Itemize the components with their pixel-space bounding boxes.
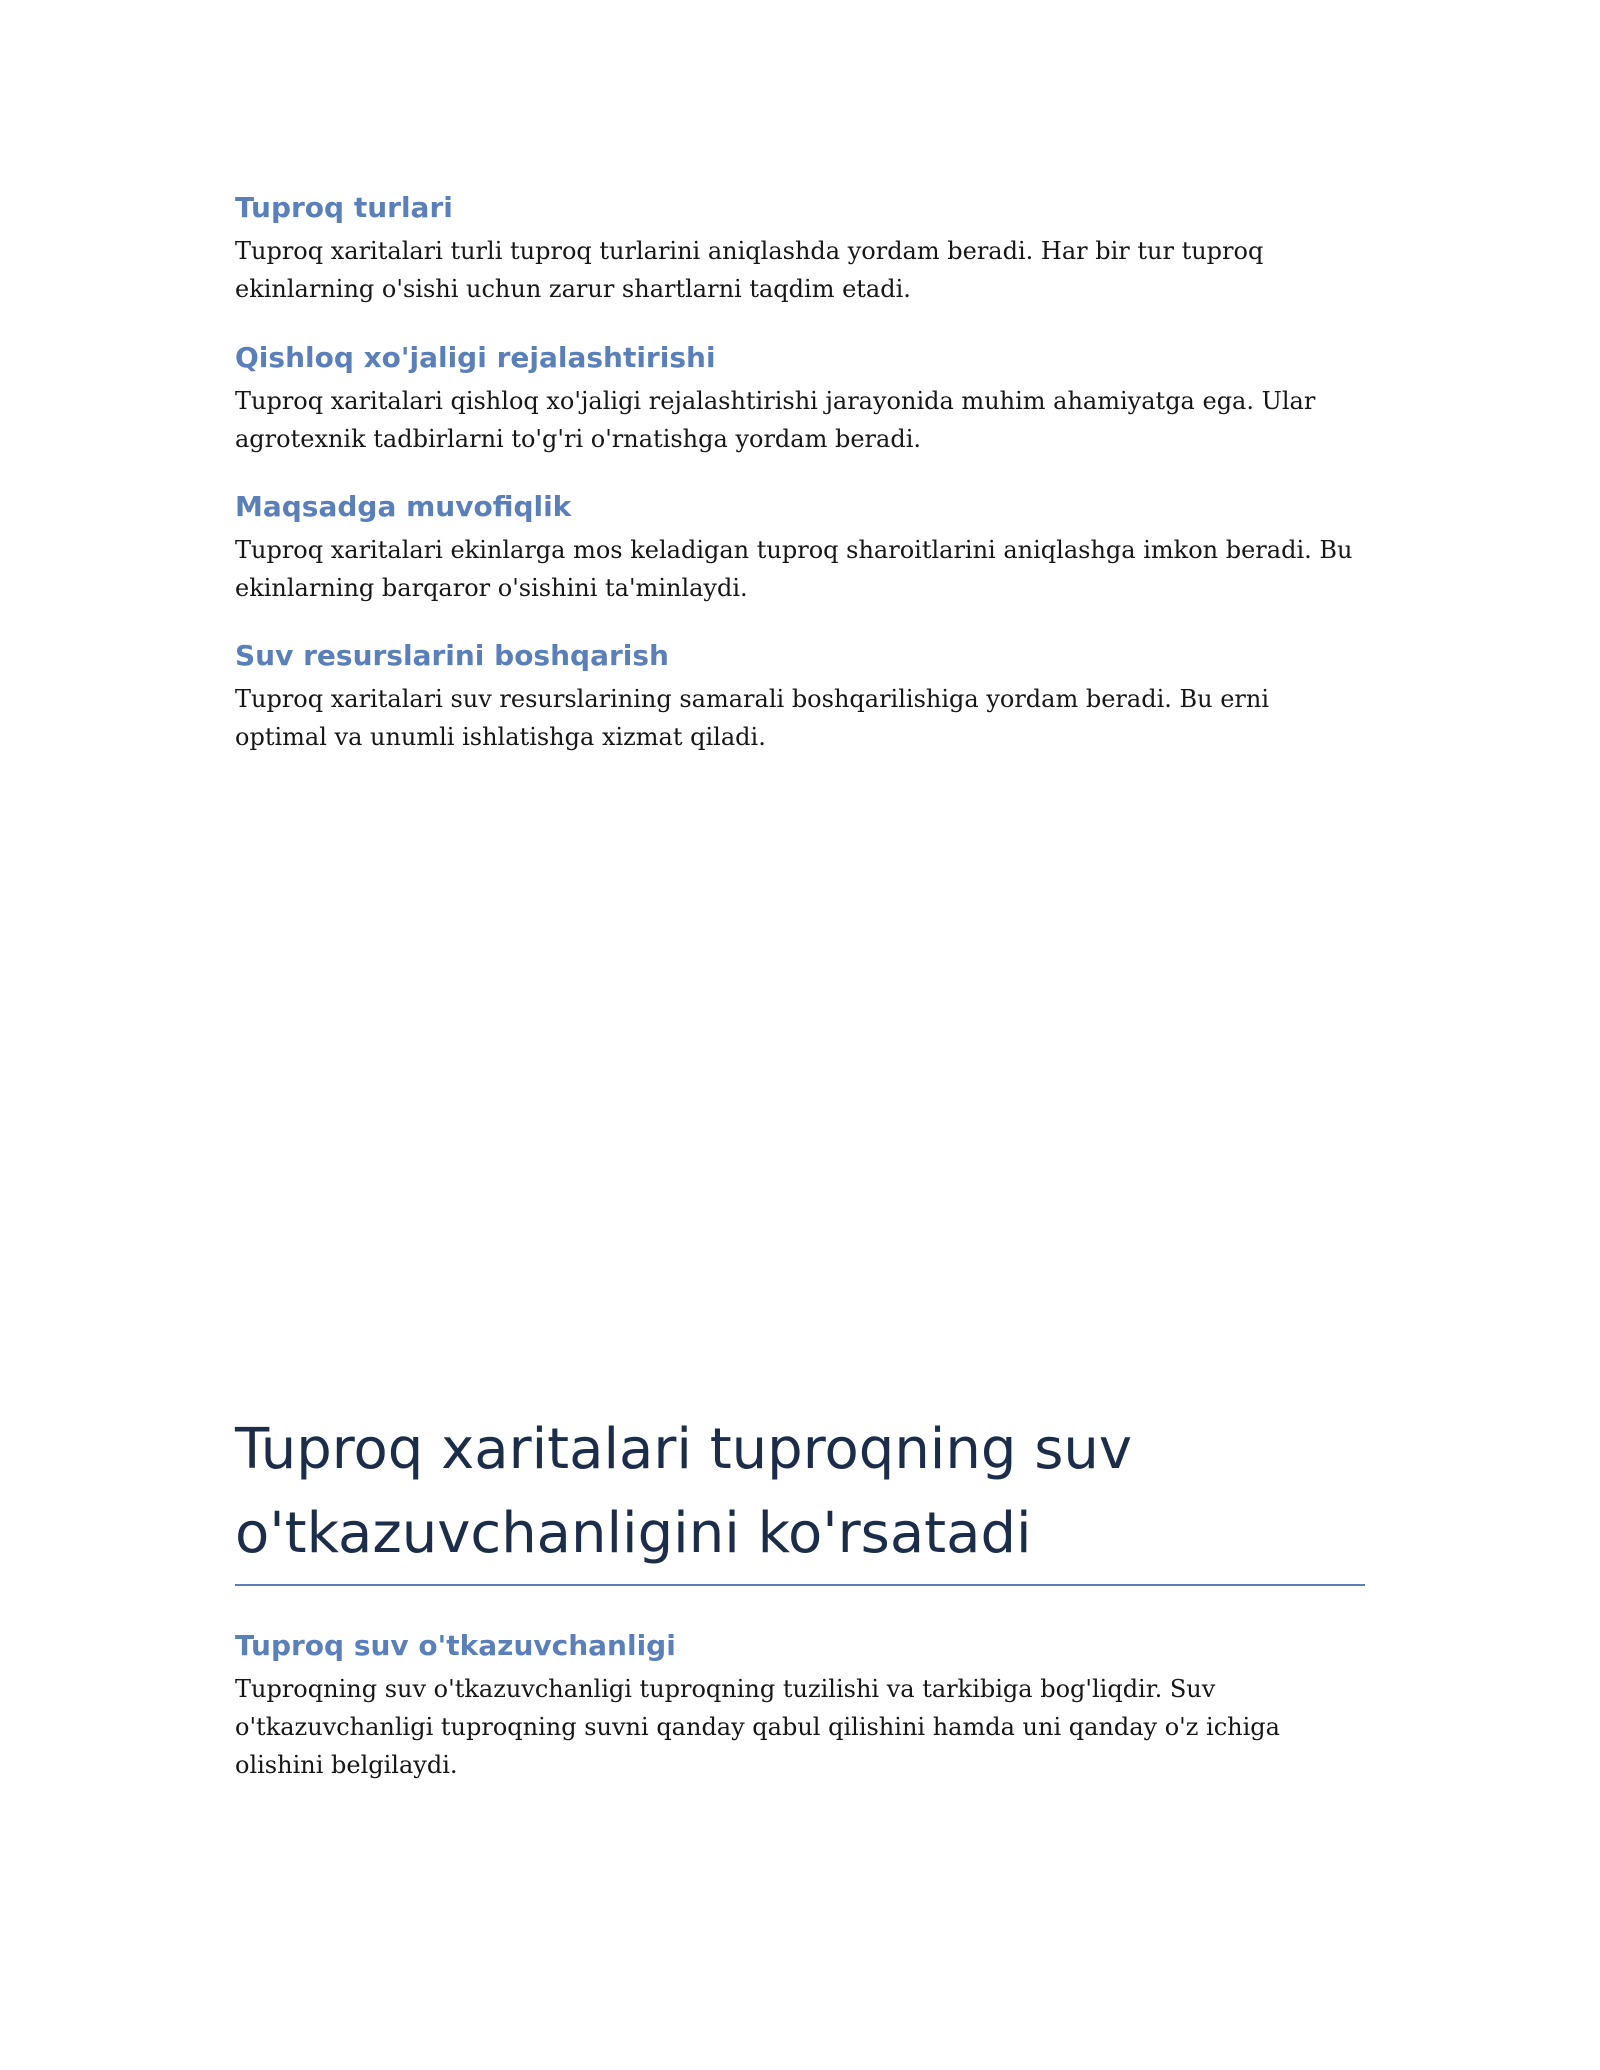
section-suv-resurslari — [235, 636, 1365, 756]
title-divider — [235, 1584, 1365, 1586]
section-paragraph: Tuproq xaritalari qishloq xo'jaligi rejalashtirishi jarayonida muhim ahamiyatga ega. Ular agrotexnik tadbirlarni to'g'ri o'rnatishga yordam beradi. — [235, 387, 1316, 453]
page-title: Tuproq xaritalari tuproqning suv o'tkazuvchanligini ko'rsatadi — [235, 1417, 1133, 1566]
section-paragraph: Tuproq xaritalari ekinlarga mos keladigan tuproq sharoitlarini aniqlashga imkon beradi. Bu ekinlarning barqaror o'sishini ta'minlaydi. — [235, 536, 1353, 602]
section-tuproq-turlari — [235, 188, 1365, 308]
section-paragraph: Tuproq xaritalari turli tuproq turlarini aniqlashda yordam beradi. Har bir tur tuproq ekinlarning o'sishi uchun zarur shartlarni taqdim etadi. — [235, 237, 1264, 303]
section-paragraph: Tuproqning suv o'tkazuvchanligi tuproqning tuzilishi va tarkibiga bog'liqdir. Suv o'tkazuvchanligi tuproqning suvni qanday qabul qilishini hamda uni qanday o'z ichiga olishini belgilaydi. — [235, 1675, 1280, 1779]
section-heading: Tuproq turlari — [235, 191, 453, 224]
section-heading: Maqsadga muvofiqlik — [235, 490, 572, 523]
section-suv-otkazuvchanligi — [235, 1626, 1365, 1784]
section-heading: Suv resurslarini boshqarish — [235, 639, 669, 672]
section-paragraph: Tuproq xaritalari suv resurslarining samarali boshqarilishiga yordam beradi. Bu erni optimal va unumli ishlatishga xizmat qiladi. — [235, 685, 1270, 751]
section-heading: Qishloq xo'jaligi rejalashtirishi — [235, 341, 716, 374]
section-qishloq-xojaligi — [235, 338, 1365, 458]
section-maqsadga-muvofiqlik — [235, 487, 1365, 607]
section-heading: Tuproq suv o'tkazuvchanligi — [235, 1629, 676, 1662]
